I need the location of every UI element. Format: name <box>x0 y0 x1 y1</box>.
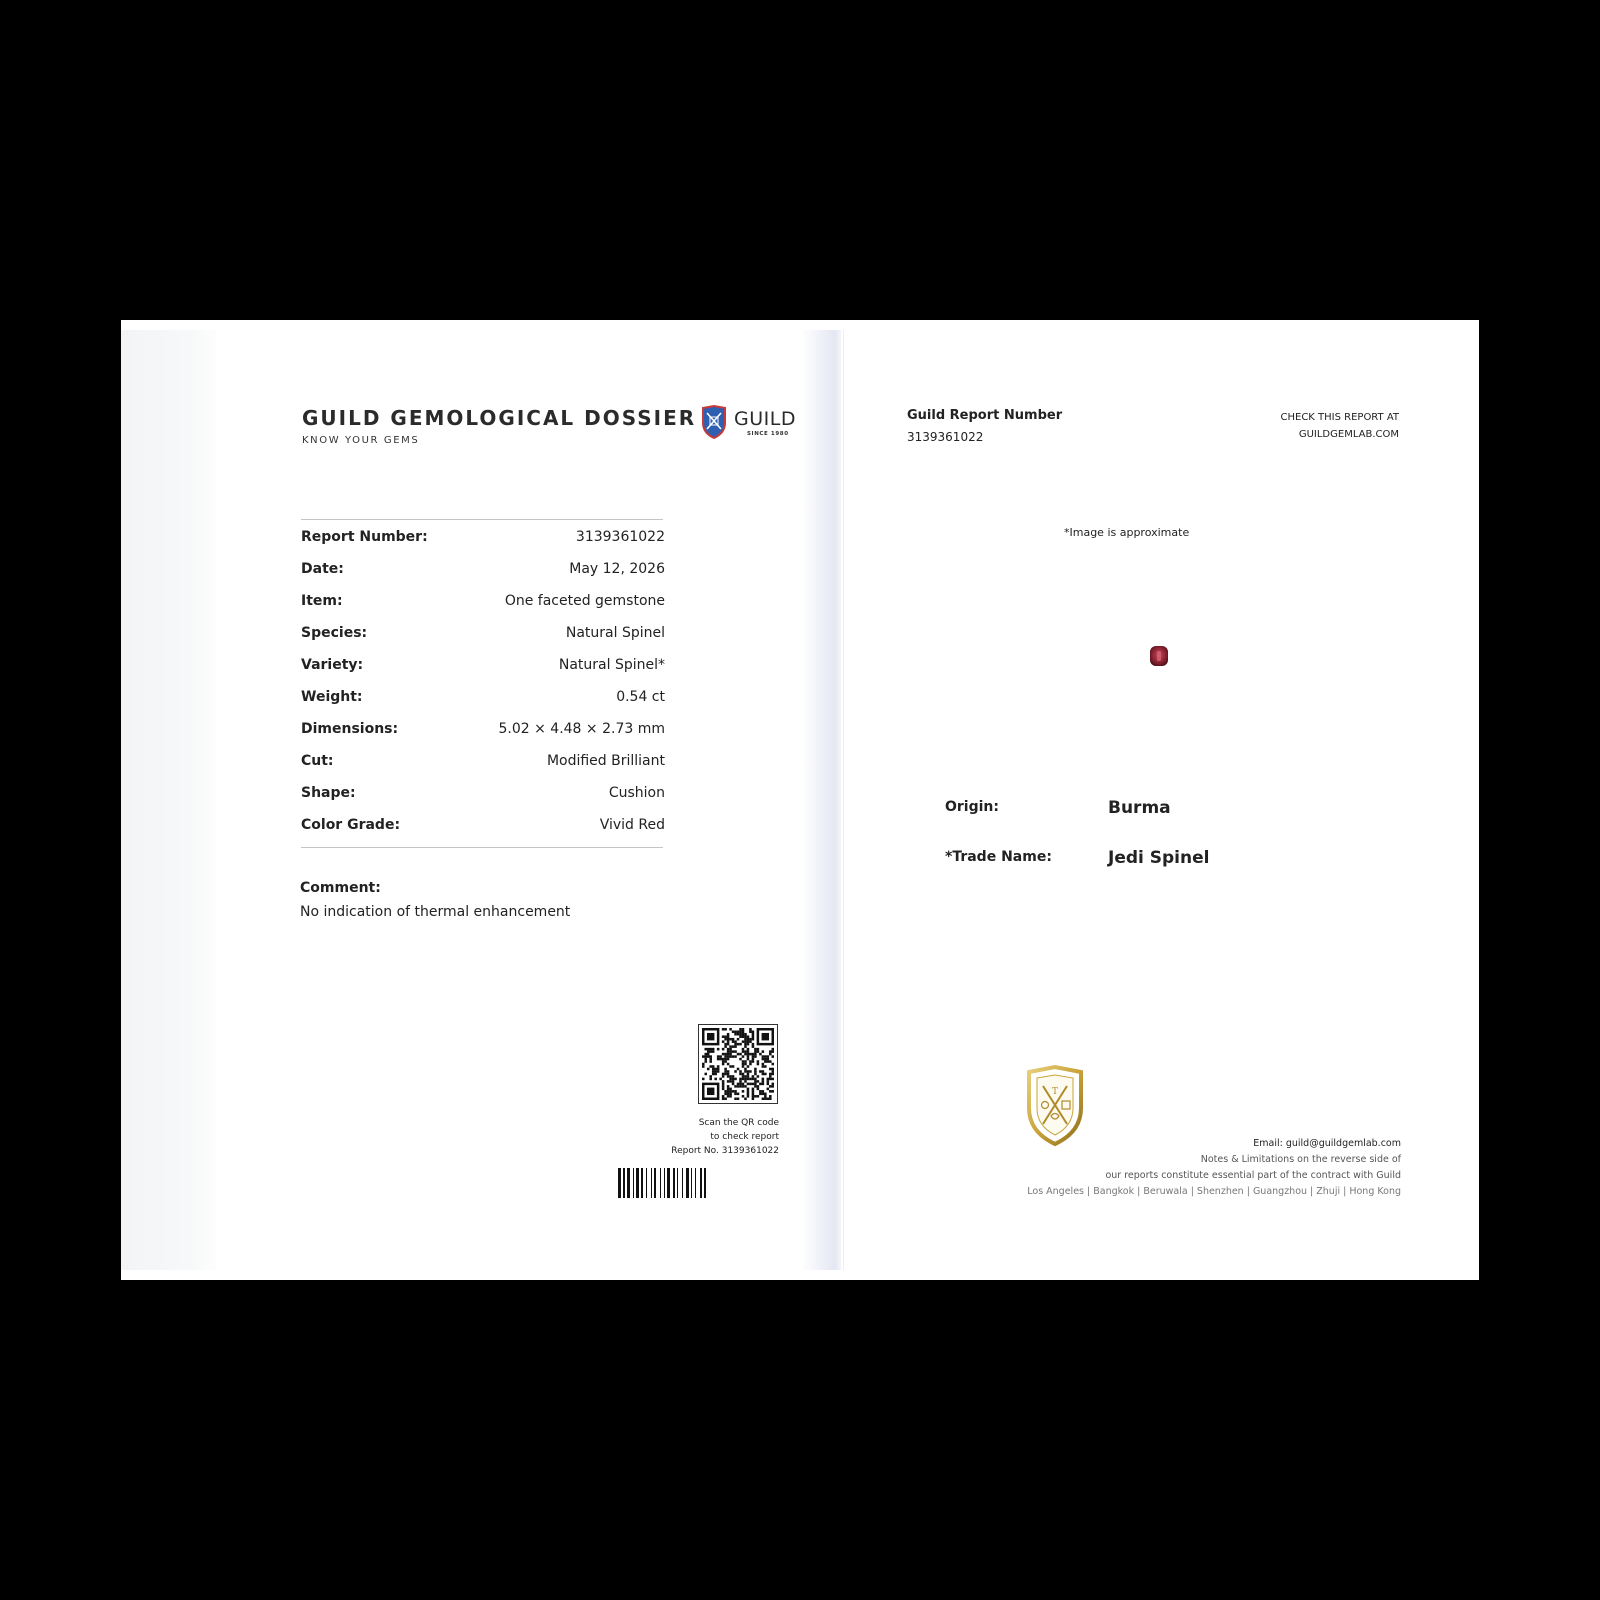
origin-value: Burma <box>1108 798 1171 818</box>
fold-line <box>843 330 844 1270</box>
detail-row <box>301 593 665 615</box>
detail-row <box>301 689 665 711</box>
detail-row <box>301 529 665 551</box>
qr-caption-line: to check report <box>710 1132 779 1142</box>
detail-row <box>301 721 665 743</box>
table-bottom-rule <box>301 847 663 848</box>
check-report-url: GUILDGEMLAB.COM <box>1298 429 1399 440</box>
qr-code[interactable] <box>698 1024 778 1104</box>
detail-value: 3139361022 <box>575 529 665 545</box>
detail-value: Cushion <box>608 785 665 801</box>
detail-row <box>301 817 665 839</box>
trade-name-value: Jedi Spinel <box>1108 848 1210 868</box>
dossier-title: GUILD GEMOLOGICAL DOSSIER <box>302 406 697 430</box>
detail-label: Dimensions: <box>301 721 399 737</box>
lab-footer <box>1001 1136 1401 1200</box>
detail-label: Color Grade: <box>301 817 401 833</box>
guild-logo-word: GUILD <box>734 408 796 430</box>
check-report-note <box>1201 409 1399 443</box>
detail-label: Weight: <box>301 689 363 705</box>
detail-value: 0.54 ct <box>616 689 665 705</box>
svg-text:T: T <box>1051 1087 1059 1097</box>
detail-row <box>301 625 665 647</box>
comment-text: No indication of thermal enhancement <box>300 904 571 920</box>
detail-value: Vivid Red <box>599 817 665 833</box>
detail-value: 5.02 × 4.48 × 2.73 mm <box>498 721 665 737</box>
detail-value: Natural Spinel <box>565 625 665 641</box>
barcode <box>618 1168 779 1198</box>
guild-shield-icon <box>701 405 727 439</box>
lab-email[interactable]: Email: guild@guildgemlab.com <box>1253 1138 1401 1149</box>
dossier-tagline: KNOW YOUR GEMS <box>302 435 420 446</box>
qr-caption <box>651 1116 779 1158</box>
detail-value: Modified Brilliant <box>546 753 665 769</box>
notes-line: our reports constitute essential part of the contract with Guild <box>1105 1170 1401 1181</box>
page-fold <box>801 330 841 1270</box>
detail-value: One faceted gemstone <box>504 593 665 609</box>
detail-label: Variety: <box>301 657 364 673</box>
detail-value: Natural Spinel* <box>558 657 665 673</box>
detail-row <box>301 657 665 679</box>
detail-label: Cut: <box>301 753 334 769</box>
comment-label: Comment: <box>300 880 381 896</box>
check-report-line: CHECK THIS REPORT AT <box>1280 412 1399 423</box>
qr-code-pattern <box>702 1028 774 1100</box>
report-document <box>121 320 1479 1280</box>
detail-value: May 12, 2026 <box>569 561 665 577</box>
detail-row <box>301 753 665 775</box>
guild-logo-since: SINCE 1980 <box>747 431 789 437</box>
detail-label: Shape: <box>301 785 356 801</box>
lab-locations: Los Angeles | Bangkok | Beruwala | Shenzhen | Guangzhou | Zhuji | Hong Kong <box>1027 1186 1401 1197</box>
report-number-label: Guild Report Number <box>907 408 1063 423</box>
scan-shadow <box>121 330 216 1270</box>
detail-row <box>301 561 665 583</box>
notes-line: Notes & Limitations on the reverse side of <box>1200 1154 1401 1165</box>
detail-label: Species: <box>301 625 368 641</box>
table-top-rule <box>301 519 663 520</box>
gemstone-image <box>1149 645 1169 667</box>
origin-label: Origin: <box>945 799 999 815</box>
detail-label: Date: <box>301 561 344 577</box>
detail-row <box>301 785 665 807</box>
detail-label: Item: <box>301 593 343 609</box>
qr-caption-line: Scan the QR code <box>698 1118 779 1128</box>
qr-caption-line: Report No. 3139361022 <box>671 1146 779 1156</box>
report-number-value: 3139361022 <box>907 430 984 444</box>
trade-name-label: *Trade Name: <box>945 849 1052 865</box>
image-approximate-note: *Image is approximate <box>1064 526 1190 539</box>
detail-label: Report Number: <box>301 529 428 545</box>
